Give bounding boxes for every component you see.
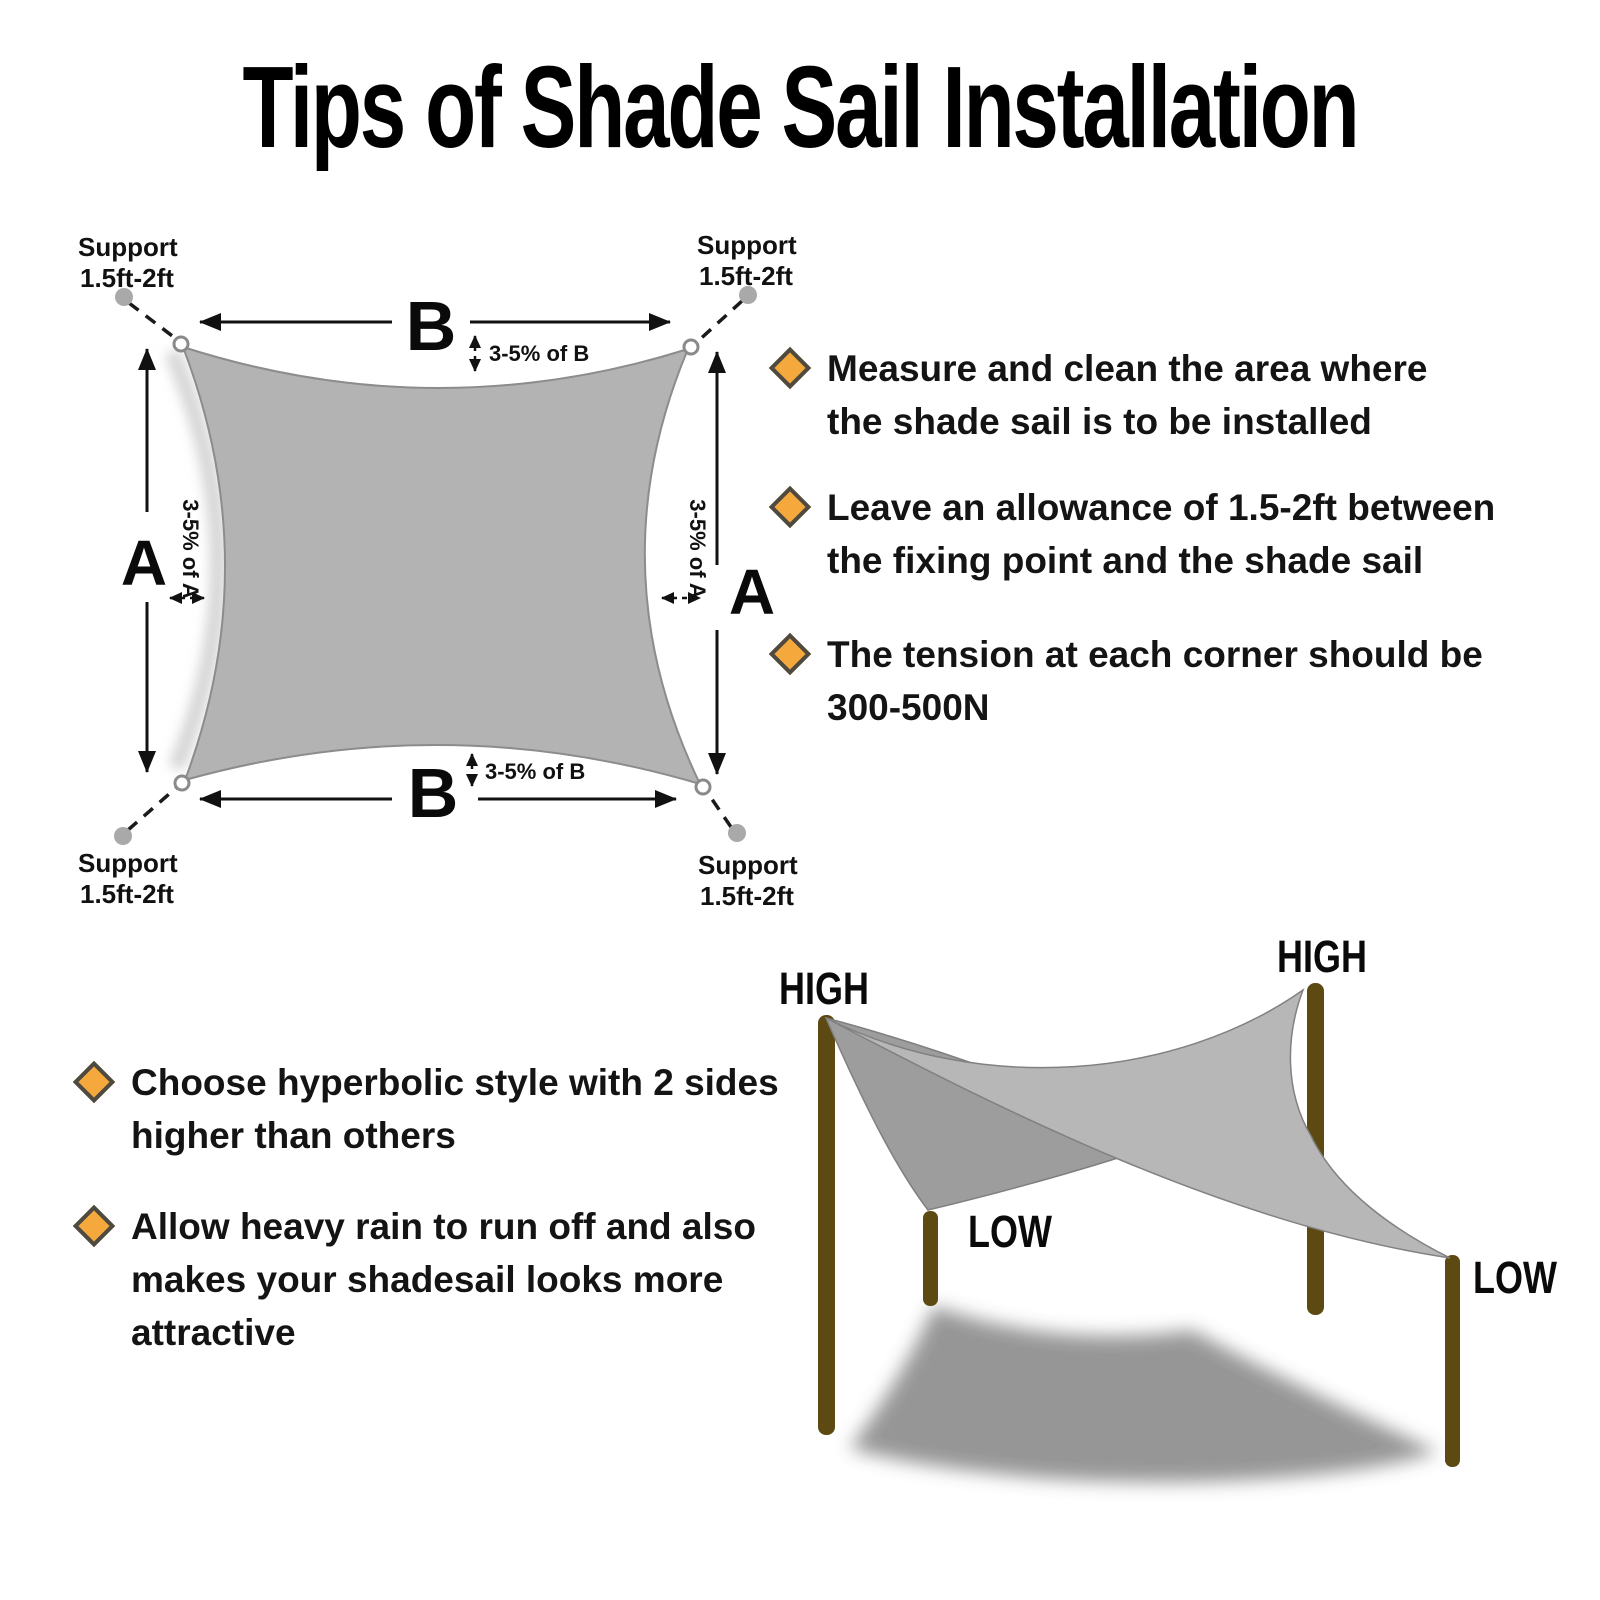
- label-high-left: HIGH: [779, 963, 869, 1014]
- diamond-bullet-icon: [769, 633, 811, 675]
- tip-line: makes your shadesail looks more: [131, 1259, 724, 1300]
- tip-line: the fixing point and the shade sail: [827, 540, 1424, 581]
- tip-text: [131, 1056, 779, 1162]
- pole-high-left: [818, 1015, 835, 1435]
- offset-label-a-right: 3-5% of A: [685, 499, 710, 599]
- tips-list-left: [70, 1056, 790, 1397]
- support-label-br-line2: 1.5ft-2ft: [700, 881, 794, 911]
- tips-list-right: [766, 342, 1526, 767]
- support-label-bl-line2: 1.5ft-2ft: [80, 879, 174, 909]
- offset-label-a-left: 3-5% of A: [178, 499, 203, 599]
- dim-label-b-top: B: [405, 287, 457, 365]
- dim-label-b-bottom: B: [407, 754, 459, 832]
- shade-sail-measure-diagram: [78, 230, 798, 911]
- tip-text: [827, 481, 1495, 587]
- tip-line: attractive: [131, 1312, 296, 1353]
- support-label-tr-line1: Support: [697, 230, 797, 260]
- support-label-tl-line2: 1.5ft-2ft: [80, 263, 174, 293]
- dim-label-a-right: A: [728, 556, 776, 628]
- label-high-right: HIGH: [1277, 931, 1367, 982]
- support-label-br-line1: Support: [698, 850, 798, 880]
- tip-text: [827, 342, 1428, 448]
- tip-text: [827, 628, 1483, 734]
- tip-item-allowance: [766, 481, 1526, 587]
- tip-line: the shade sail is to be installed: [827, 401, 1372, 442]
- tip-item-rain: [70, 1200, 790, 1359]
- tip-text: [131, 1200, 756, 1359]
- diamond-bullet-icon: [769, 486, 811, 528]
- support-label-bl-line1: Support: [78, 848, 178, 878]
- support-label-tl-line1: Support: [78, 232, 178, 262]
- hyperbolic-sail-illustration: [779, 931, 1557, 1482]
- support-label-tr-line2: 1.5ft-2ft: [699, 261, 793, 291]
- tip-line: Allow heavy rain to run off and also: [131, 1206, 756, 1247]
- tip-item-hyperbolic: [70, 1056, 790, 1162]
- tip-line: 300-500N: [827, 687, 990, 728]
- offset-label-b-bottom: 3-5% of B: [485, 759, 586, 784]
- tip-line: higher than others: [131, 1115, 456, 1156]
- pole-low-middle: [923, 1211, 938, 1306]
- tip-line: Leave an allowance of 1.5-2ft between: [827, 487, 1496, 528]
- tip-line: Choose hyperbolic style with 2 sides: [131, 1062, 779, 1103]
- tip-line: Measure and clean the area where: [827, 348, 1428, 389]
- pole-low-right: [1445, 1255, 1460, 1467]
- diamond-bullet-icon: [73, 1061, 115, 1103]
- label-low-middle: LOW: [968, 1206, 1052, 1257]
- label-low-right: LOW: [1473, 1252, 1557, 1303]
- tip-line: The tension at each corner should be: [827, 634, 1483, 675]
- sail-ground-shadow: [850, 1306, 1438, 1482]
- page-title: Tips of Shade Sail Installation: [242, 42, 1358, 172]
- diamond-bullet-icon: [769, 347, 811, 389]
- tip-item-tension: [766, 628, 1526, 734]
- dim-label-a-left: A: [120, 527, 168, 599]
- shade-sail-shape: [183, 347, 700, 784]
- tip-item-measure: [766, 342, 1526, 448]
- offset-label-b-top: 3-5% of B: [489, 341, 590, 366]
- diamond-bullet-icon: [73, 1205, 115, 1247]
